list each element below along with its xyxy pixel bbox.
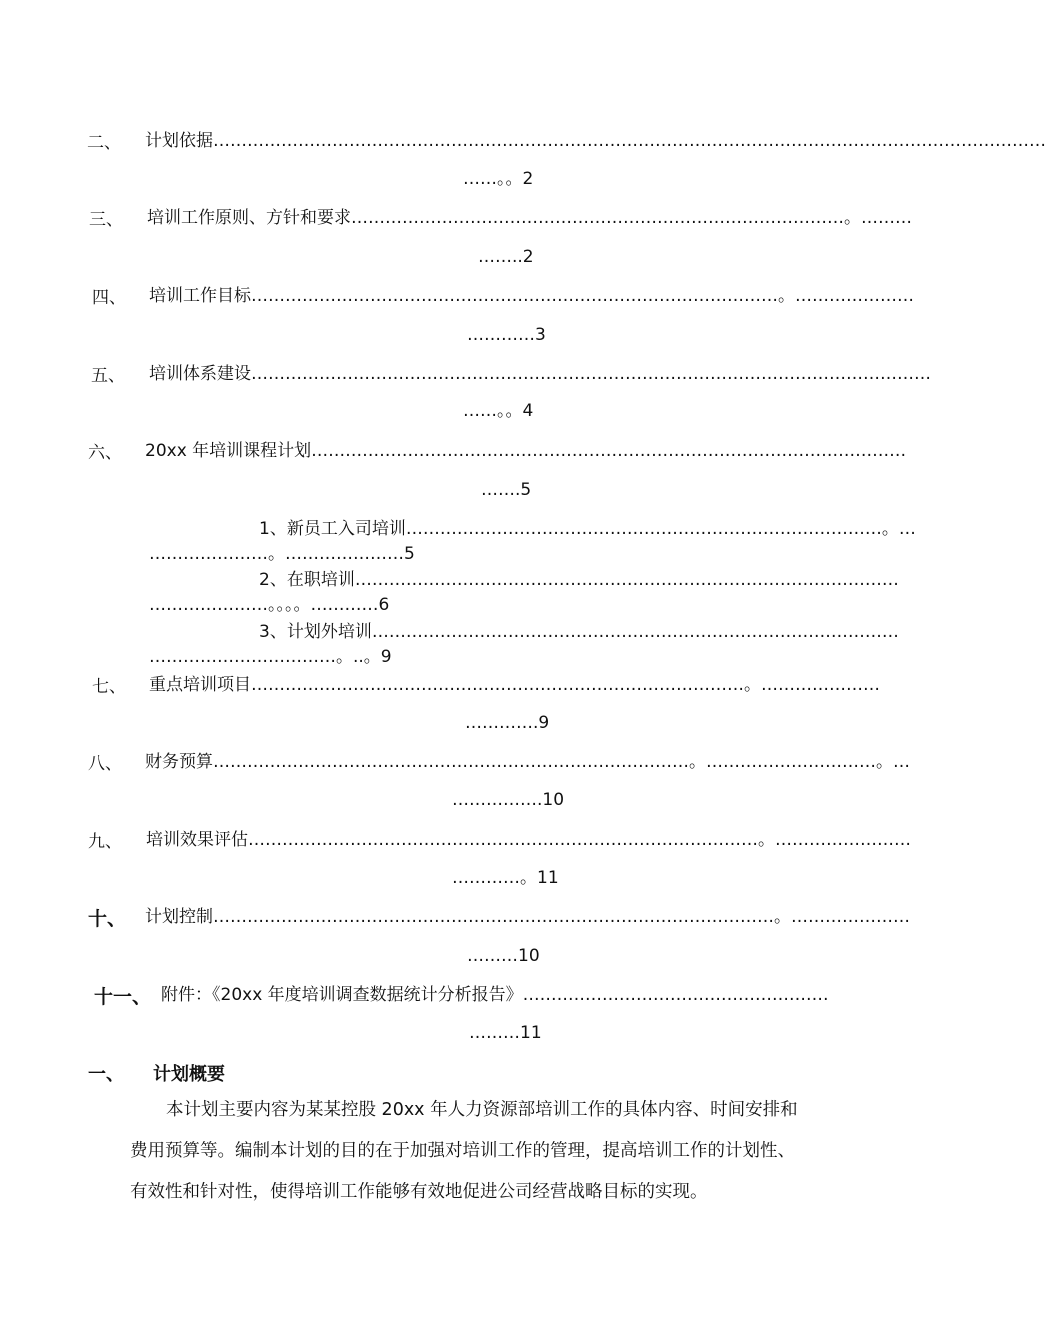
toc-subentry[interactable] — [259, 516, 916, 542]
toc-leader: …………………………………………………………………………。… — [405, 519, 916, 539]
toc-leader: ………………………………………………………………………………。…………………… — [248, 830, 911, 850]
toc-page-ref: …………3 — [467, 325, 546, 345]
toc-title: 培训工作原则、方针和要求 — [147, 208, 351, 228]
toc-title: 重点培训项目 — [149, 675, 251, 695]
toc-leader: ……………………………………………………………………………。………………… — [251, 675, 880, 695]
toc-page-ref: …………………。…………………5 — [149, 544, 415, 564]
section-paragraph — [130, 1090, 865, 1213]
toc-entry[interactable] — [149, 361, 931, 387]
toc-page-ref: ……。。2 — [463, 169, 534, 189]
toc-title: 计划控制 — [145, 907, 213, 927]
toc-leader: …………………………………………………………………………………………… — [311, 441, 907, 461]
toc-page-ref: ………….9 — [465, 713, 550, 733]
toc-entry[interactable] — [149, 283, 914, 309]
toc-subtitle: 3、计划外培训 — [259, 622, 372, 642]
toc-leader: ………………………………………………………………………………… — [371, 622, 899, 642]
toc-page-ref: ……………………………。..。9 — [149, 647, 392, 667]
toc-title: 附件：《20xx 年度培训调查数据统计分析报告》 — [161, 985, 523, 1005]
toc-number: 七、 — [92, 677, 126, 697]
toc-page-ref: ……..2 — [478, 247, 534, 267]
toc-leader: …………………………………………………………………………。…………………………。… — [213, 752, 910, 772]
toc-page-ref: ………10 — [467, 946, 540, 966]
toc-number: 八、 — [88, 754, 122, 774]
section-number: 一、 — [88, 1064, 124, 1085]
toc-number: 十一、 — [94, 986, 152, 1008]
toc-entry[interactable] — [145, 438, 907, 464]
toc-number: 四、 — [92, 288, 126, 308]
toc-page-ref: ………11 — [469, 1023, 542, 1043]
paragraph-line: 有效性和针对性，使得培训工作能够有效地促进公司经营战略目标的实现。 — [130, 1182, 708, 1202]
toc-title: 计划依据 — [145, 131, 213, 151]
toc-number: 三、 — [89, 210, 123, 230]
section-title: 计划概要 — [153, 1064, 225, 1085]
toc-number: 九、 — [88, 832, 122, 852]
toc-entry[interactable] — [145, 749, 910, 775]
toc-leader: ………………………………………………………………………………………。………………… — [213, 907, 910, 927]
toc-entry[interactable] — [146, 827, 911, 853]
toc-title: 20xx 年培训课程计划 — [145, 441, 312, 461]
toc-page-ref: …….5 — [481, 480, 532, 500]
toc-page-ref: ……。。4 — [463, 401, 534, 421]
toc-leader: ……………………………………………… — [522, 985, 829, 1005]
toc-leader: ………………………………………………………………………………………………………… — [251, 364, 931, 384]
toc-page-ref: …………….10 — [452, 790, 565, 810]
toc-title: 培训效果评估 — [146, 830, 248, 850]
toc-leader: ……………………………………………………………………………。……… — [351, 208, 912, 228]
toc-number: 五、 — [91, 366, 125, 386]
toc-entry[interactable] — [149, 672, 880, 698]
toc-number: 二、 — [87, 133, 121, 153]
toc-number: 十、 — [88, 908, 127, 930]
toc-number: 六、 — [88, 443, 122, 463]
toc-entry[interactable] — [145, 128, 1046, 154]
toc-subentry[interactable] — [259, 619, 899, 645]
toc-page-ref: …………………。。。。…………6 — [149, 595, 390, 615]
toc-subtitle: 2、在职培训 — [259, 570, 355, 590]
toc-leader: …………………………………………………………………………………。………………… — [251, 286, 914, 306]
paragraph-line: 本计划主要内容为某某控股 20xx 年人力资源部培训工作的具体内容、时间安排和 — [166, 1100, 798, 1120]
toc-title: 财务预算 — [145, 752, 213, 772]
paragraph-line: 费用预算等。编制本计划的目的在于加强对培训工作的管理，提高培训工作的计划性、 — [130, 1141, 795, 1161]
toc-entry[interactable] — [161, 982, 859, 1008]
toc-leader: ………………………………………………………………………………………………………………………………… — [213, 131, 1046, 151]
toc-leader: …………………………………………………………………………………… — [354, 570, 899, 590]
toc-title: 培训体系建设 — [149, 364, 251, 384]
toc-subentry[interactable] — [259, 567, 899, 593]
toc-entry[interactable] — [145, 904, 910, 930]
toc-subtitle: 1、新员工入司培训 — [259, 519, 406, 539]
toc-page-ref: …………。11 — [452, 868, 559, 888]
toc-entry[interactable] — [147, 205, 912, 231]
toc-title: 培训工作目标 — [149, 286, 251, 306]
